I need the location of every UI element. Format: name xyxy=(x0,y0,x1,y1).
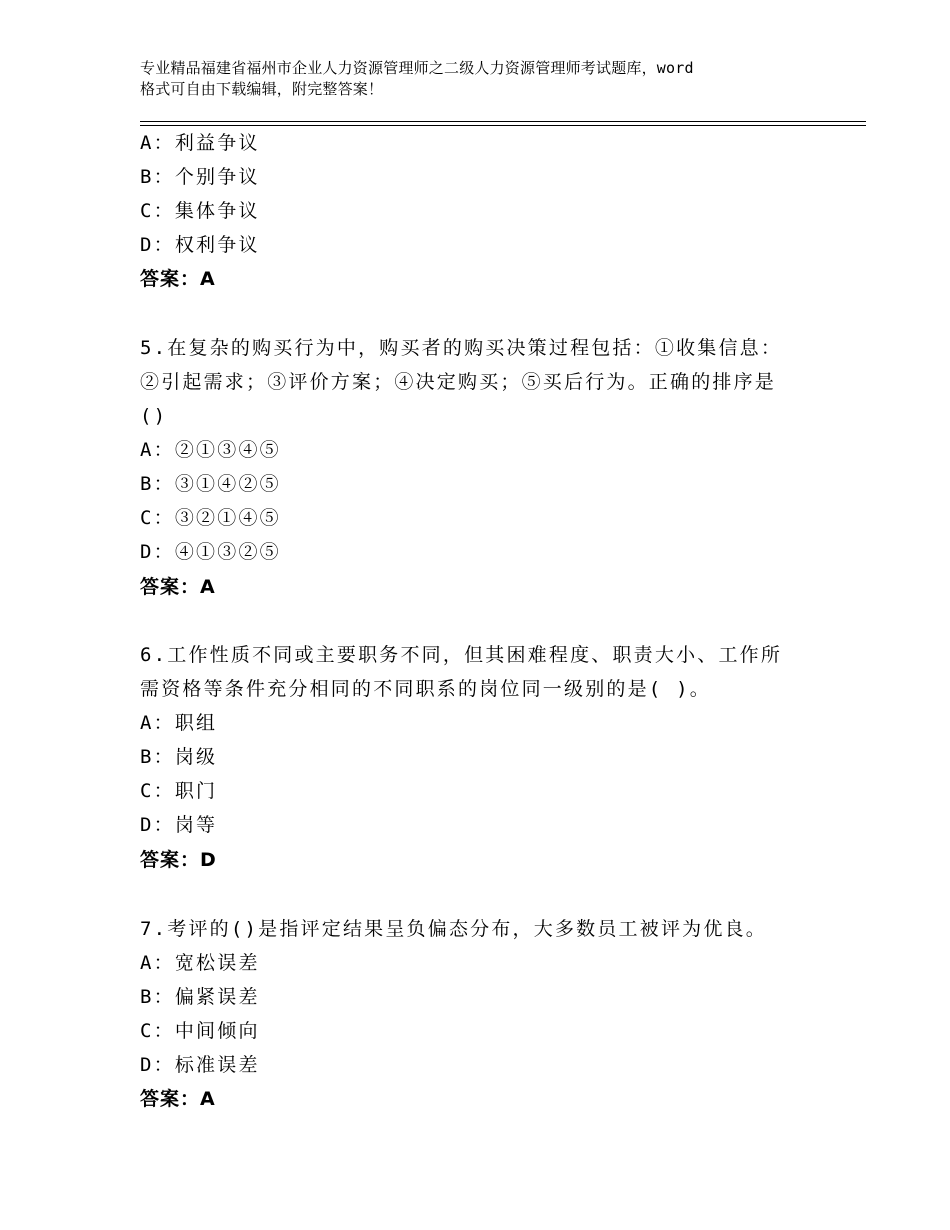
q6-option-b: B：岗级 xyxy=(140,746,218,768)
q4-option-d: D：权利争议 xyxy=(140,234,260,256)
q5-stem-line-1: 5.在复杂的购买行为中，购买者的购买决策过程包括：①收集信息： xyxy=(140,337,783,359)
q5-option-b: B：③①④②⑤ xyxy=(140,473,281,495)
q5-answer: 答案：A xyxy=(140,576,216,598)
q6-option-d: D：岗等 xyxy=(140,814,218,836)
q7-option-a: A：宽松误差 xyxy=(140,952,260,974)
q5-stem-line-3: () xyxy=(140,405,168,427)
q6-answer: 答案：D xyxy=(140,849,217,871)
q7-answer: 答案：A xyxy=(140,1088,216,1110)
header-title-line-2: 格式可自由下载编辑，附完整答案！ xyxy=(140,80,384,98)
document-header xyxy=(140,58,830,100)
q4-option-b: B：个别争议 xyxy=(140,166,260,188)
q5-stem-line-2: ②引起需求；③评价方案；④决定购买；⑤买后行为。正确的排序是 xyxy=(140,371,777,393)
q4-option-c: C：集体争议 xyxy=(140,200,260,222)
q7-option-b: B：偏紧误差 xyxy=(140,986,260,1008)
q7-stem-line-1: 7.考评的()是指评定结果呈负偏态分布，大多数员工被评为优良。 xyxy=(140,918,767,940)
q5-option-d: D：④①③②⑤ xyxy=(140,541,281,563)
q5-option-c: C：③②①④⑤ xyxy=(140,507,281,529)
q7-option-d: D：标准误差 xyxy=(140,1054,260,1076)
q4-option-a: A：利益争议 xyxy=(140,132,260,154)
q6-option-c: C：职门 xyxy=(140,780,218,802)
header-divider-top xyxy=(140,121,866,122)
q6-option-a: A：职组 xyxy=(140,712,218,734)
q6-stem-line-1: 6.工作性质不同或主要职务不同，但其困难程度、职责大小、工作所 xyxy=(140,644,783,666)
q4-answer: 答案：A xyxy=(140,268,216,290)
header-divider-bottom xyxy=(140,125,866,126)
q6-stem-line-2: 需资格等条件充分相同的不同职系的岗位同一级别的是( )。 xyxy=(140,678,711,700)
header-title-line-1: 专业精品福建省福州市企业人力资源管理师之二级人力资源管理师考试题库，word xyxy=(140,59,694,77)
q7-option-c: C：中间倾向 xyxy=(140,1020,260,1042)
q5-option-a: A：②①③④⑤ xyxy=(140,439,281,461)
